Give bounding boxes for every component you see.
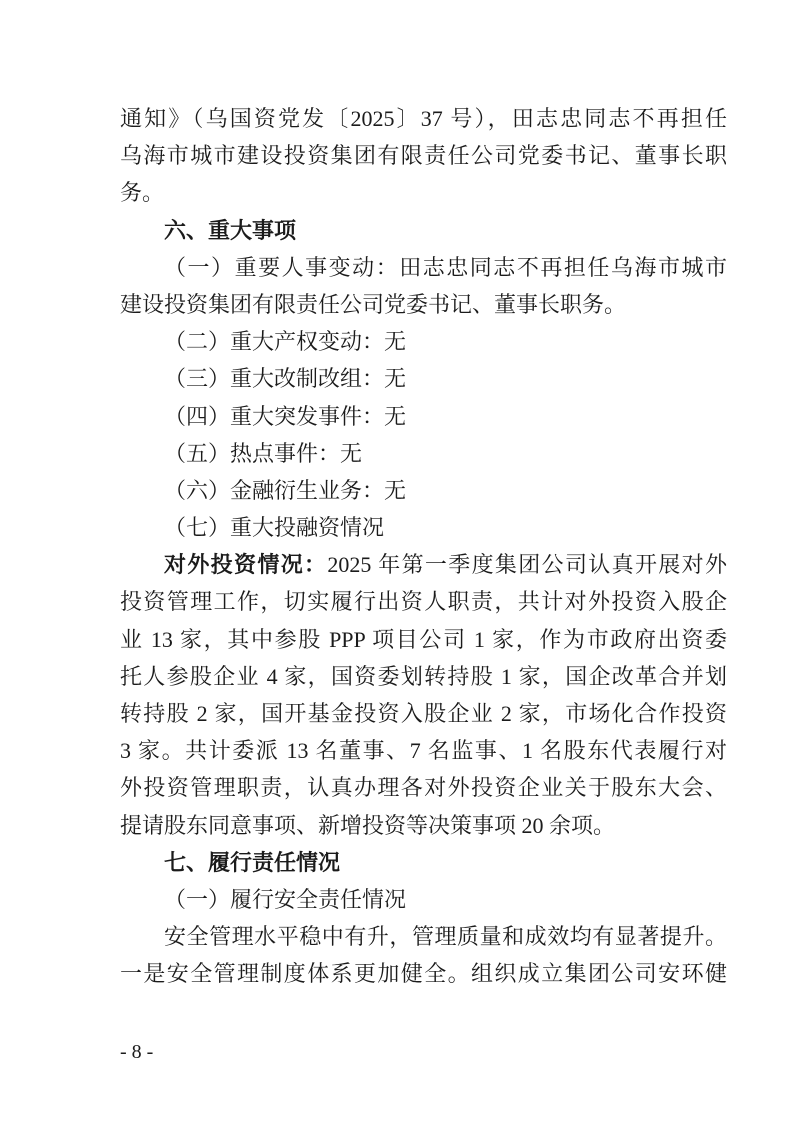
line-text: （一）重要人事变动：田志忠同志不再担任乌海市城市 [164,254,727,280]
line-text: （二）重大产权变动：无 [164,329,407,355]
line-text: 托人参股企业 4 家，国资委划转持股 1 家，国企改革合并划 [120,663,727,689]
subsection-heading [120,881,727,918]
page-number: - 8 - [120,1041,154,1063]
text-line [120,398,727,435]
line-text: 七、履行责任情况 [164,849,341,875]
line-text: 六、重大事项 [164,217,297,243]
line-text: （七）重大投融资情况 [164,515,385,541]
text-line [120,546,727,583]
line-text: （四）重大突发事件：无 [164,403,407,429]
line-text: 转持股 2 家，国开基金投资入股企业 2 家，市场化合作投资 [120,701,727,726]
line-text: （一）履行安全责任情况 [164,886,407,912]
section-heading [120,212,727,249]
line-text: （三）重大改制改组：无 [164,366,407,392]
text-line [120,435,727,472]
text-line [120,918,727,955]
text-line [120,323,727,360]
text-line [120,769,727,806]
text-line [120,286,727,323]
line-text: 建设投资集团有限责任公司党委书记、董事长职务。 [120,291,627,317]
document-content [120,100,727,993]
line-text: 业 13 家，其中参股 PPP 项目公司 1 家，作为市政府出资委 [120,626,727,652]
text-line [120,137,727,174]
text-line [120,360,727,397]
line-text: 一是安全管理制度体系更加健全。组织成立集团公司安环健 [120,961,727,987]
line-text: 投资管理工作，切实履行出资人职责，共计对外投资入股企 [120,589,727,615]
text-line [120,732,727,769]
line-text: 提请股东同意事项、新增投资等决策事项 20 余项。 [120,812,616,838]
text-line [120,807,727,844]
line-text: 外投资管理职责，认真办理各对外投资企业关于股东大会、 [120,775,727,801]
line-text: （五）热点事件：无 [164,440,363,466]
line-text: 安全管理水平稳中有升，管理质量和成效均有显著提升。 [164,924,727,950]
text-line [120,174,727,211]
line-text: 乌海市城市建设投资集团有限责任公司党委书记、董事长职 [120,143,727,169]
text-line [120,249,727,286]
text-line [120,658,727,695]
text-line [120,509,727,546]
line-text: 3 家。共计委派 13 名董事、7 名监事、1 名股东代表履行对 [120,738,727,764]
text-line [120,100,727,137]
line-text: 务。 [120,180,165,206]
text-line [120,955,727,992]
text-line [120,695,727,732]
line-text: 通知》（乌国资党发〔2025〕37 号），田志忠同志不再担任 [120,106,727,131]
paragraph-lead: 对外投资情况： [164,552,328,578]
text-line [120,621,727,658]
text-line [120,472,727,509]
text-line [120,583,727,620]
line-text: （六）金融衍生业务：无 [164,477,407,503]
line-text: 2025 年第一季度集团公司认真开展对外 [327,552,727,578]
section-heading [120,844,727,881]
